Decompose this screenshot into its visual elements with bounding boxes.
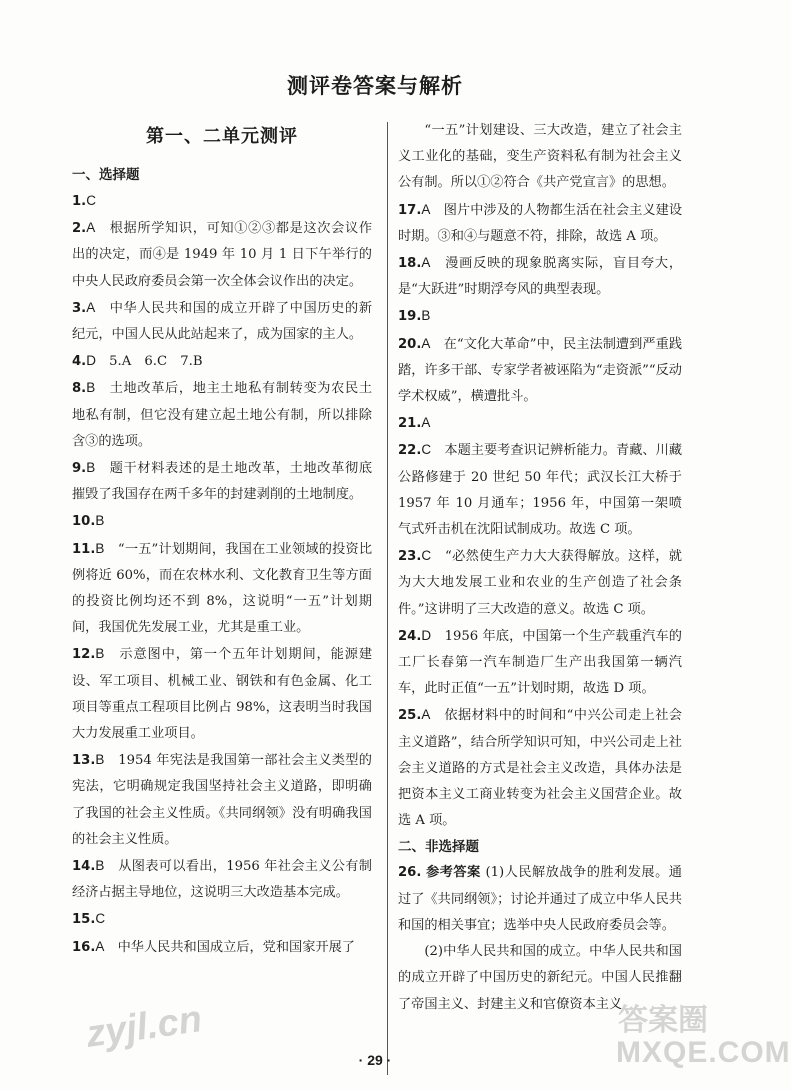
- answer-choice: A: [421, 255, 431, 271]
- watermark-right-bottom: MXQE.COM: [616, 1036, 791, 1069]
- answer-number: 25.: [398, 708, 422, 724]
- answer-text: “必然使生产力大大获得解放。这样，就为大大地发展工业和农业的生产创造了社会条件。”这讲明了三大改造的意义。故选 C 项。: [398, 549, 682, 617]
- answer-text: 在“文化大革命”中，民主法制遭到严重践踏，许多干部、专家学者被诬陷为“走资派”“反动学术权威”，横遭批斗。: [398, 336, 683, 405]
- answer-number: 3.: [72, 300, 87, 316]
- answer-text: 从图表可以看出，1956 年社会主义公有制经济占据主导地位，这说明三大改造基本完成。: [72, 859, 372, 901]
- answer-number: 17.: [398, 202, 422, 218]
- answer-item: [398, 543, 682, 623]
- answer-text: 示意图中，第一个五年计划期间，能源建设、军工项目、机械工业、钢铁和有色金属、化工项目等重点工程项目比例占 98%，这表明当时我国大力发展重工业项目。: [72, 647, 373, 742]
- answer-number: 12.: [72, 647, 96, 663]
- answer-item: [398, 250, 682, 303]
- answer-text: 图片中涉及的人物都生活在社会主义建设时期。③和④与题意不符，排除，故选 A 项。: [398, 202, 683, 244]
- answer-number: 14.: [72, 859, 96, 875]
- answer-choice: A: [421, 415, 431, 431]
- answer-number: 16.: [72, 939, 96, 955]
- watermark-right-top: 答案圈: [618, 1004, 708, 1037]
- left-answer-list: [72, 188, 372, 961]
- spacer: [431, 443, 444, 458]
- spacer: [96, 354, 109, 369]
- spacer: [430, 337, 443, 352]
- page-number-dot: ·: [358, 1052, 368, 1068]
- answer-choice: A: [421, 707, 431, 723]
- watermark-left: zyjl.cn: [83, 998, 205, 1056]
- answer-number: 10.: [72, 514, 96, 530]
- spacer: [95, 301, 110, 316]
- answer-item: [398, 437, 682, 543]
- answer-choice: B: [95, 513, 105, 529]
- column-divider: [387, 122, 388, 1075]
- spacer: [104, 940, 117, 955]
- answer-text: (1)人民解放战争的胜利发展。通过了《共同纲领》；讨论并通过了成立中华人民共和国的相关事宜；选举中央人民政府委员会等。: [398, 865, 682, 933]
- right-answer-list: [398, 197, 682, 835]
- answer-item: [398, 303, 682, 330]
- answer-item: [72, 536, 372, 642]
- answer-choice: C: [95, 911, 106, 927]
- answer-choice: B: [86, 460, 96, 476]
- answer-choice: C: [421, 548, 432, 564]
- spacer: [104, 859, 118, 874]
- page-number-dot: ·: [382, 1052, 392, 1068]
- answer-number: 20.: [398, 336, 422, 352]
- spacer: [430, 256, 445, 271]
- answer-item: [72, 508, 372, 535]
- answer-choice: C: [421, 442, 432, 458]
- answer-number: 11.: [72, 541, 96, 557]
- spacer: [95, 221, 110, 236]
- answer-number: 15.: [72, 912, 96, 928]
- spacer: [104, 542, 118, 557]
- answer-item: [72, 853, 372, 906]
- continued-text: “一五”计划建设、三大改造，建立了社会主义工业化的基础，变生产资料私有制为社会主义公有制。所以①②符合《共产党宣言》的思想。: [398, 123, 682, 191]
- section-title: 第一、二单元测评: [146, 126, 298, 147]
- page-number-value: 29: [367, 1052, 383, 1068]
- answer-item: [398, 702, 682, 834]
- answer-number: 19.: [398, 309, 422, 325]
- answer-number: 4.: [72, 354, 87, 370]
- answer-text: 1954 年宪法是我国第一部社会主义类型的宪法，它明确规定我国坚持社会主义道路，即明确了我国的社会主义性质。《共同纲领》没有明确我国的社会主义性质。: [72, 753, 372, 847]
- spacer: [95, 381, 110, 396]
- answer-text: 本题主要考查识记辨析能力。青藏、川藏公路修建于 20 世纪 50 年代；武汉长江大桥于 1957 年 10 月通车；1956 年，中国第一架喷气式歼击机在沈阳试制成功。故选 C 项。: [398, 443, 683, 538]
- answer-choice: B: [95, 646, 105, 662]
- answer-item-26-part2: (2)中华人民共和国的成立。中华人民共和国的成立开辟了中国历史的新纪元。中国人民推翻了帝国主义、封建主义和官僚资本主义: [398, 944, 682, 1012]
- answer-choice: B: [421, 308, 431, 324]
- spacer: [95, 461, 110, 476]
- answer-text: 土地改革后，地主土地私有制转变为农民土地私有制，但它没有建立起土地公有制，所以排除含③的选项。: [72, 381, 373, 449]
- reference-answer-label: 参考答案: [426, 865, 481, 881]
- answer-item: [72, 215, 372, 295]
- answer-choice: C: [86, 193, 96, 208]
- page-title: 测评卷答案与解析: [287, 74, 463, 98]
- answer-choice: A: [421, 201, 431, 217]
- answer-item: [72, 934, 372, 961]
- answer-choice: A: [86, 299, 96, 315]
- spacer: [430, 708, 444, 723]
- spacer: [431, 629, 444, 644]
- spacer: [430, 203, 443, 218]
- answer-number: 22.: [398, 443, 422, 459]
- answer-item: [72, 375, 372, 455]
- answer-item: [72, 188, 372, 215]
- answer-choice: B: [95, 858, 105, 874]
- non-choice-heading: 二、非选择题: [398, 839, 479, 856]
- answer-item: [72, 455, 372, 508]
- multiple-choice-heading: 一、选择题: [72, 167, 140, 183]
- answer-number: 1.: [72, 194, 87, 209]
- answer-item: [398, 331, 682, 411]
- answer-choice: B: [86, 380, 96, 396]
- answer-item-26: [398, 860, 682, 939]
- answer-item: [72, 295, 372, 348]
- answer-text: 中华人民共和国成立后，党和国家开展了: [117, 939, 355, 955]
- answer-number: 18.: [398, 256, 422, 272]
- answer-item: [398, 410, 682, 437]
- answer-choice: A: [86, 220, 96, 236]
- answer-item: [398, 197, 682, 250]
- answer-text: 漫画反映的现象脱离实际，盲目夸大，是“大跃进”时期浮夸风的典型表现。: [398, 256, 683, 298]
- answer-item: [72, 747, 372, 853]
- spacer: [431, 549, 445, 564]
- answer-item: [72, 348, 372, 375]
- answer-item: [398, 623, 682, 703]
- answer-choice: A: [95, 938, 105, 954]
- spacer: [104, 753, 118, 768]
- answer-number: 23.: [398, 549, 422, 565]
- spacer: [104, 647, 119, 662]
- answer-choice: D: [421, 627, 432, 643]
- answer-number: 26.: [398, 865, 422, 881]
- answer-choice: D: [86, 353, 96, 369]
- left-column: [72, 120, 372, 961]
- answer-number: 9.: [72, 461, 87, 477]
- answer-text: 根据所学知识，可知①②③都是这次会议作出的决定，而④是 1949 年 10 月 1 日下午举行的中央人民政府委员会第一次全体会议作出的决定。: [72, 221, 373, 289]
- answer-number: 24.: [398, 628, 422, 644]
- answer-number: 13.: [72, 753, 96, 769]
- answer-choice: B: [95, 752, 105, 768]
- right-column: [398, 120, 682, 1018]
- answer-text: 1956 年底，中国第一个生产载重汽车的工厂长春第一汽车制造厂生产出我国第一辆汽车，此时正值“一五”计划时期，故选 D 项。: [398, 628, 682, 697]
- answer-text: 5.A 6.C 7.B: [109, 354, 203, 370]
- answer-text: “一五”计划期间，我国在工业领域的投资比例将近 60%，而在农林水利、文化教育卫生等方面的投资比例均还不到 8%，这说明“一五”计划期间，我国优先发展工业，尤其是重工业。: [72, 541, 373, 636]
- answer-text: 中华人民共和国的成立开辟了中国历史的新纪元，中国人民从此站起来了，成为国家的主人。: [72, 300, 373, 343]
- answer-choice: A: [421, 335, 431, 351]
- answer-item: [72, 906, 372, 933]
- answer-number: 8.: [72, 381, 87, 397]
- answer-number: 2.: [72, 221, 87, 237]
- answer-number: 21.: [398, 416, 422, 432]
- answer-text: 依据材料中的时间和“中兴公司走上社会主义道路”，结合所学知识可知，中兴公司走上社会主义道路的方式是社会主义改造，具体办法是把资本主义工商业转变为社会主义国营企业。故选 A 项。: [398, 708, 682, 829]
- answer-choice: B: [95, 540, 105, 556]
- answer-item: [72, 641, 372, 747]
- answer-text: 题干材料表述的是土地改革，土地改革彻底摧毁了我国存在两千多年的封建剥削的土地制度。: [72, 461, 373, 503]
